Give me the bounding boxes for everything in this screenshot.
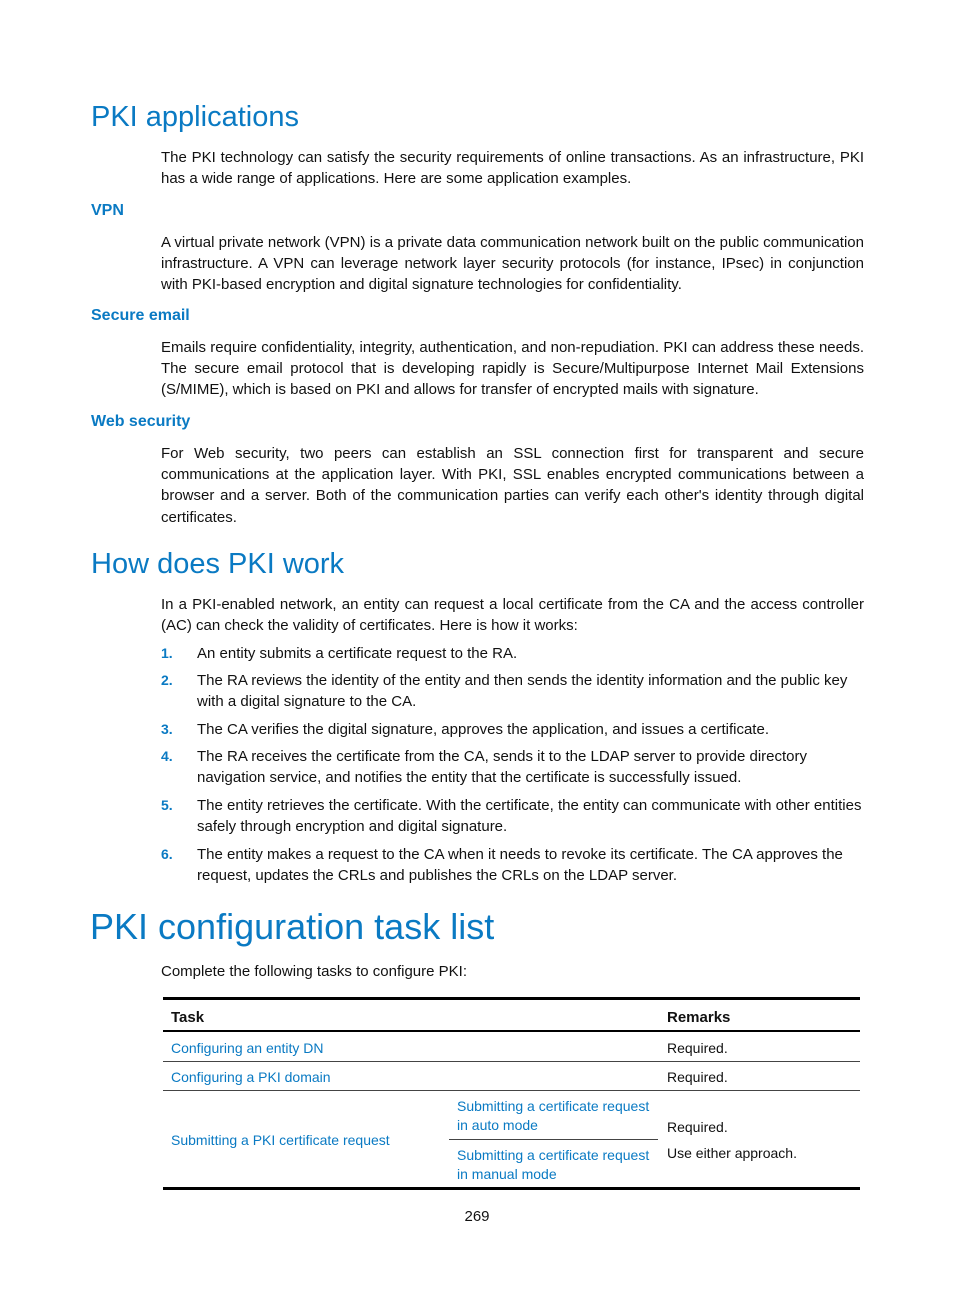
task-list-intro: Complete the following tasks to configure PKI: [161,963,467,980]
vpn-paragraph: A virtual private network (VPN) is a private data communication network built on the public communication infrastructure. A VPN can leverage network layer security protocols (for instance, IPsec) in conjunction with PKI-based encryption and digital signature technologies for confidentiality. [161,234,864,294]
step-text: The RA reviews the identity of the entity and then sends the identity information and the public key with a digital signature to the CA. [197,672,848,711]
heading-pki-configuration-task-list: PKI configuration task list [90,906,495,947]
heading-secure-email: Secure email [91,307,190,324]
heading-how-pki-works: How does PKI work [91,548,345,580]
link-configuring-entity-dn[interactable]: Configuring an entity DN [171,1040,324,1056]
page-number: 269 [464,1208,490,1225]
table-cell-remarks-note: Use either approach. [667,1145,797,1161]
step-number: 5. [161,797,173,813]
heading-vpn: VPN [91,202,124,219]
link-submitting-pki-certificate-request[interactable]: Submitting a PKI certificate request [171,1132,390,1148]
secure-email-paragraph: Emails require confidentiality, integrity, authentication, and non-repudiation. PKI can address these needs. The secure email protocol that is developing rapidly is Secure/Multipurpose Internet Mail Extensions (S/MIME), which is based on PKI and allows for transfer of encrypted mails with signature. [161,339,864,399]
table-cell-remarks: Required. [667,1069,728,1085]
step-text: An entity submits a certificate request to the RA. [197,645,518,662]
how-pki-works-intro: In a PKI-enabled network, an entity can request a local certificate from the CA and the access controller (AC) can check the validity of certificates. Here is how it works: [161,596,864,635]
table-top-rule [163,997,860,1000]
step-text: The CA verifies the digital signature, approves the application, and issues a certificate. [197,721,769,738]
step-text: The entity makes a request to the CA when it needs to revoke its certificate. The CA approves the request, updates the CRLs and publishes the CRLs on the LDAP server. [197,846,843,885]
step-number: 2. [161,672,173,688]
link-submit-request-manual-mode[interactable]: Submitting a certificate request in manual mode [457,1147,650,1182]
table-row-divider [163,1090,860,1091]
step-number: 3. [161,721,173,737]
link-submit-request-auto-mode[interactable]: Submitting a certificate request in auto mode [457,1098,650,1133]
step-text: The entity retrieves the certificate. With the certificate, the entity can communicate with other entities safely through encryption and digital signature. [197,797,862,836]
table-bottom-rule [163,1187,860,1190]
heading-web-security: Web security [91,413,191,430]
table-header-remarks: Remarks [667,1009,731,1026]
table-row-divider [163,1061,860,1062]
table-cell-remarks: Required. [667,1040,728,1056]
table-header-rule [163,1030,860,1032]
step-number: 1. [161,645,173,661]
table-header-task: Task [171,1009,205,1026]
web-security-paragraph: For Web security, two peers can establish an SSL connection first for transparent and secure communications at the application layer. With PKI, SSL enables encrypted communications between a browser and a server. Both of the communication parties can verify each other's identity through digital certificates. [161,445,864,526]
step-number: 4. [161,748,173,764]
step-number: 6. [161,846,173,862]
table-cell-remarks: Required. [667,1119,728,1135]
heading-pki-applications: PKI applications [91,101,299,133]
link-configuring-pki-domain[interactable]: Configuring a PKI domain [171,1069,331,1085]
pki-applications-intro: The PKI technology can satisfy the security requirements of online transactions. As an infrastructure, PKI has a wide range of applications. Here are some application examples. [161,149,864,188]
subtask-divider [449,1139,658,1140]
step-text: The RA receives the certificate from the CA, sends it to the LDAP server to provide directory navigation service, and notifies the entity that the certificate is successfully issued. [197,748,807,787]
task-table [163,997,860,1190]
